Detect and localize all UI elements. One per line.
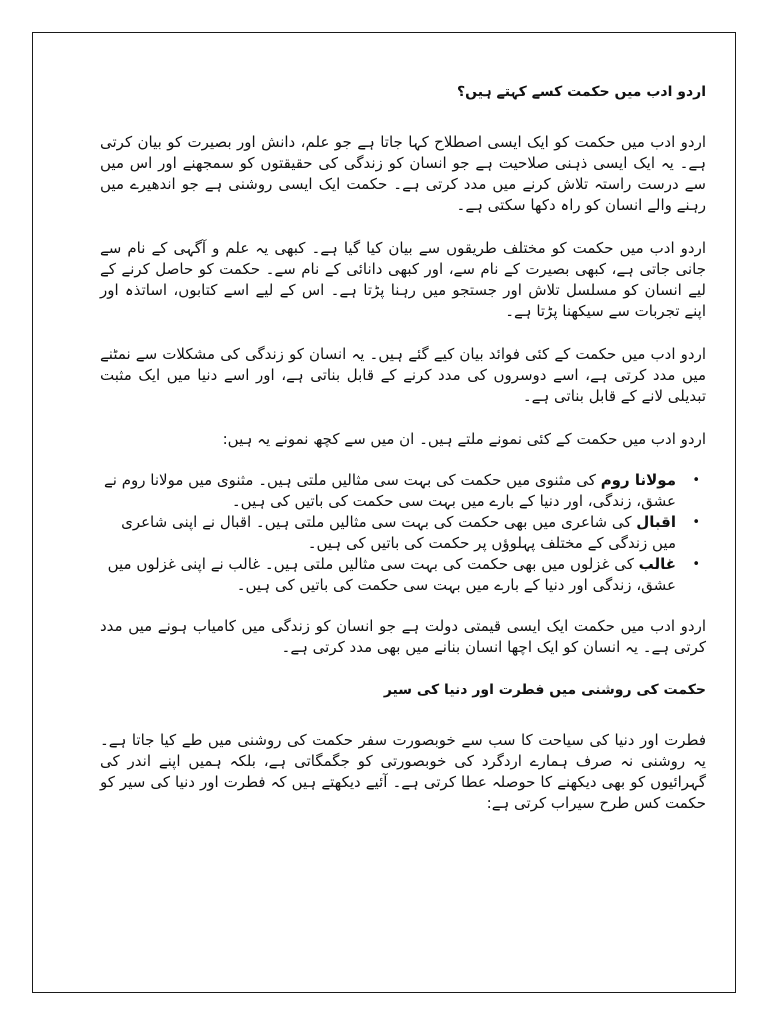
- list-item-text: کی شاعری میں بھی حکمت کی بہت سی مثالیں ملتی ہیں۔ اقبال نے اپنی شاعری میں زندگی کے مختلف پہلوؤں پر حکمت کی باتیں کی ہیں۔: [121, 513, 676, 552]
- list-item-text: کی غزلوں میں بھی حکمت کی بہت سی مثالیں ملتی ہیں۔ غالب نے اپنی غزلوں میں عشق، زندگی اور دنیا کے بارے میں بہت سی حکمت کی باتیں کی ہیں۔: [107, 555, 676, 594]
- paragraph-conclusion: اردو ادب میں حکمت ایک ایسی قیمتی دولت ہے جو انسان کو زندگی میں کامیاب ہونے میں مدد کرتی ہے۔ یہ انسان کو ایک اچھا انسان بنانے میں بھی مدد کرتی ہے۔: [100, 617, 706, 656]
- list-item: [100, 554, 706, 596]
- bullet-icon: •: [692, 557, 700, 572]
- section-heading-nature: حکمت کی روشنی میں فطرت اور دنیا کی سیر: [383, 682, 706, 698]
- paragraph-benefits: اردو ادب میں حکمت کے کئی فوائد بیان کیے گئے ہیں۔ یہ انسان کو زندگی کی مشکلات سے نمٹنے میں مدد کرتی ہے، اسے دوسروں کی مدد کرنے کے قابل بناتی ہے، اور اسے دنیا میں ایک مثبت تبدیلی لانے کے قابل بناتی ہے۔: [100, 345, 706, 405]
- list-item-text: کی مثنوی میں حکمت کی بہت سی مثالیں ملتی ہیں۔ مثنوی میں مولانا روم نے عشق، زندگی، اور دنیا کے بارے میں بہت سی حکمت کی باتیں کی ہیں۔: [104, 471, 676, 510]
- examples-list: [100, 470, 706, 596]
- list-item: [100, 470, 706, 512]
- list-item: [100, 512, 706, 554]
- bullet-icon: •: [692, 473, 700, 488]
- paragraph-nature: فطرت اور دنیا کی سیاحت کا سب سے خوبصورت سفر حکمت کی روشنی میں طے کیا جاتا ہے۔ یہ روشنی نہ صرف ہمارے اردگرد کی خوبصورتی کو جگمگاتی ہے، بلکہ ہمیں اپنے اندر کی گہرائیوں کو بھی دیکھنے کا حوصلہ عطا کرتی ہے۔ آئیے دیکھتے ہیں کہ فطرت اور دنیا کی سیر کو حکمت کس طرح سیراب کرتی ہے:: [100, 731, 706, 812]
- paragraph-definition: اردو ادب میں حکمت کو ایک ایسی اصطلاح کہا جاتا ہے جو علم، دانش اور بصیرت کو بیان کرتی ہے۔ یہ ایک ایسی ذہنی صلاحیت ہے جو انسان کو زندگی کی حقیقتوں کو سمجھنے اور اس میں سے درست راستہ تلاش کرنے میں مدد کرتی ہے۔ حکمت ایک ایسی روشنی ہے جو اندھیرے میں رہنے والے انسان کو راہ دکھا سکتی ہے۔: [100, 133, 706, 214]
- document-body: [100, 82, 706, 814]
- poet-name: غالب: [638, 555, 676, 573]
- poet-name: اقبال: [636, 513, 676, 531]
- paragraph-examples-intro: اردو ادب میں حکمت کے کئی نمونے ملتے ہیں۔ ان میں سے کچھ نمونے یہ ہیں:: [222, 430, 706, 448]
- poet-name: مولانا روم: [600, 471, 676, 489]
- paragraph-forms: اردو ادب میں حکمت کو مختلف طریقوں سے بیان کیا گیا ہے۔ کبھی یہ علم و آگہی کے نام سے جانی جاتی ہے، کبھی بصیرت کے نام سے، اور کبھی دانائی کے نام سے۔ حکمت کو حاصل کرنے کے لیے انسان کو مسلسل تلاش اور جستجو میں رہنا پڑتا ہے۔ اس کے لیے اسے کتابوں، اساتذہ اور اپنے تجربات سے سیکھنا پڑتا ہے۔: [100, 239, 706, 320]
- bullet-icon: •: [692, 515, 700, 530]
- section-heading-wisdom: اردو ادب میں حکمت کسے کہتے ہیں؟: [457, 84, 706, 100]
